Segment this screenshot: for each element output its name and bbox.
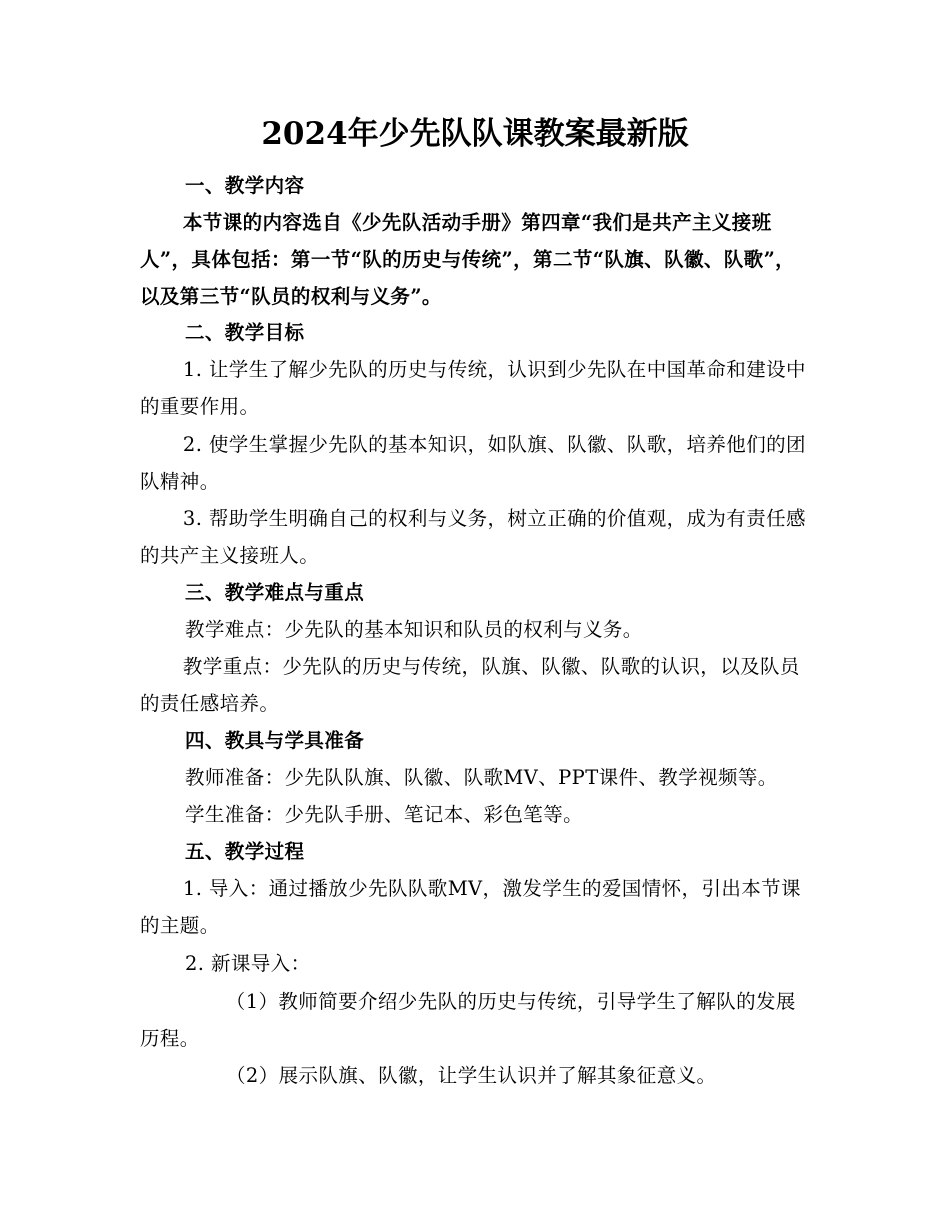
difficulty-line: 教学难点：少先队的基本知识和队员的权利与义务。 xyxy=(185,618,643,641)
objective-item-2: 2. 使学生掌握少先队的基本知识，如队旗、队徽、队歌，培养他们的团队精神。 xyxy=(140,433,806,493)
student-materials-line: 学生准备：少先队手册、笔记本、彩色笔等。 xyxy=(185,803,584,826)
focus-paragraph: 教学重点：少先队的历史与传统，队旗、队徽、队歌的认识，以及队员的责任感培养。 xyxy=(140,655,800,715)
section-heading-objectives: 二、教学目标 xyxy=(185,321,305,344)
process-item-2: 2. 新课导入： xyxy=(185,952,311,975)
content-paragraph: 本节课的内容选自《少先队活动手册》第四章“我们是共产主义接班人”，具体包括：第一节“队的历史与传统”，第二节“队旗、队徽、队歌”，以及第三节“队员的权利与义务”。 xyxy=(140,211,796,308)
teacher-materials-line: 教师准备：少先队队旗、队徽、队歌MV、PPT课件、教学视频等。 xyxy=(185,766,778,789)
section-heading-key-points: 三、教学难点与重点 xyxy=(185,581,365,604)
section-heading-process: 五、教学过程 xyxy=(185,840,305,863)
process-item-1: 1. 导入：通过播放少先队队歌MV，激发学生的爱国情怀，引出本节课的主题。 xyxy=(140,877,801,937)
section-heading-materials: 四、教具与学具准备 xyxy=(185,729,365,752)
section-heading-content: 一、教学内容 xyxy=(185,174,305,197)
objective-item-1: 1. 让学生了解少先队的历史与传统，认识到少先队在中国革命和建设中的重要作用。 xyxy=(140,358,806,418)
process-sub-item-1: （1）教师简要介绍少先队的历史与传统，引导学生了解队的发展历程。 xyxy=(140,990,796,1050)
process-sub-item-2: （2）展示队旗、队徽，让学生认识并了解其象征意义。 xyxy=(226,1064,717,1087)
document-title: 2024年少先队队课教案最新版 xyxy=(261,116,689,152)
objective-item-3: 3. 帮助学生明确自己的权利与义务，树立正确的价值观，成为有责任感的共产主义接班人。 xyxy=(140,507,806,567)
